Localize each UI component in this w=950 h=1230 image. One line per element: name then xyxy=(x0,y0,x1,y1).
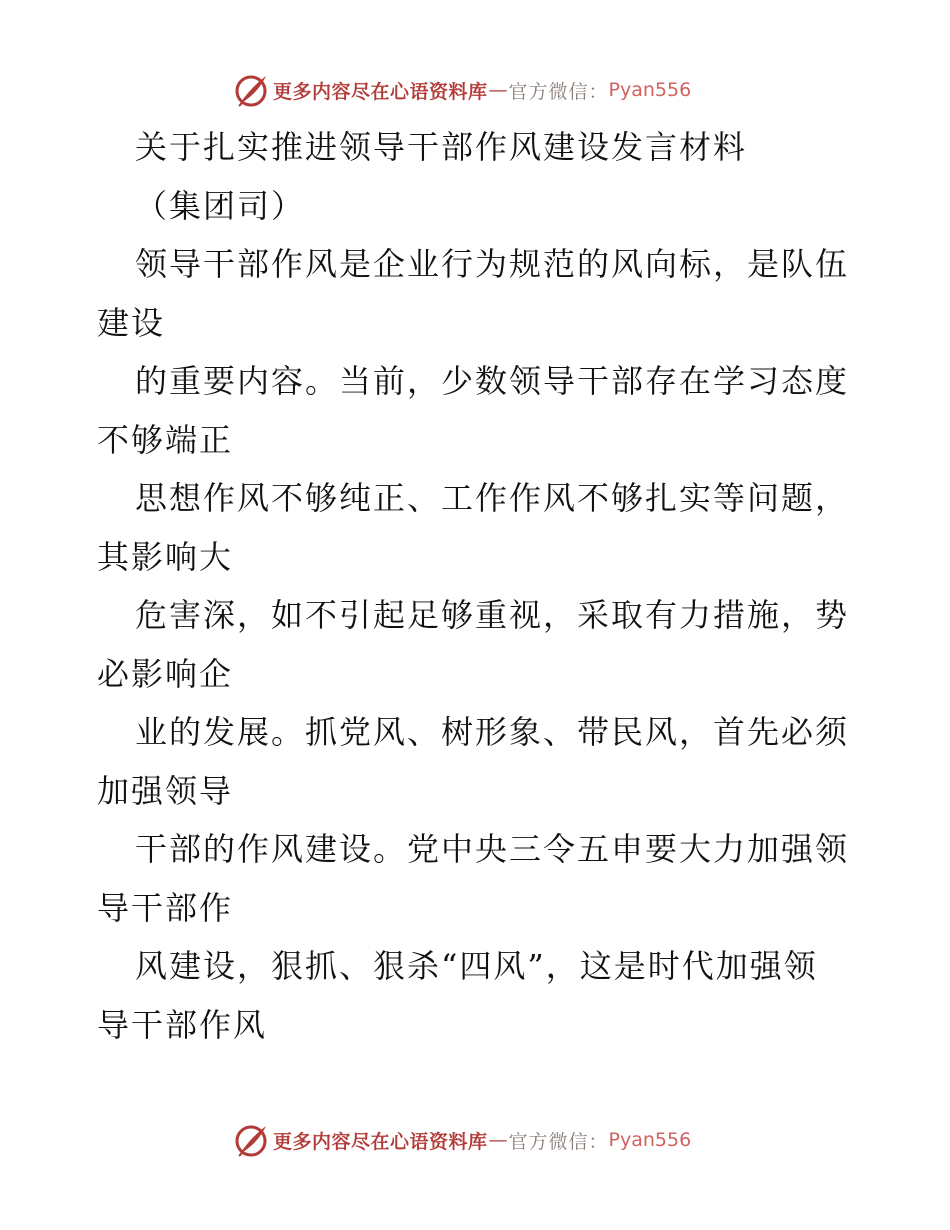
watermark-separator: — xyxy=(488,79,508,101)
watermark-site-text: 更多内容尽在心语资料库 xyxy=(273,1130,488,1153)
watermark-wechat-label: 官方微信： xyxy=(508,1130,609,1153)
paragraph-line: 建设 xyxy=(97,303,166,342)
document-title: 关于扎实推进领导干部作风建设发言材料 xyxy=(135,128,748,166)
watermark-wechat-id: Pyan556 xyxy=(608,1129,692,1151)
watermark-wechat-label: 官方微信： xyxy=(508,80,609,103)
paragraph-line: 的重要内容。当前，少数领导干部存在学习态度 xyxy=(135,362,850,400)
paragraph-line: 风建设，狠抓、狠杀“四风”，这是时代加强领 xyxy=(135,947,818,985)
footer-watermark xyxy=(233,1122,691,1158)
watermark-separator: — xyxy=(488,1129,508,1151)
paragraph-line: 导干部作风 xyxy=(97,1005,268,1044)
header-watermark xyxy=(233,72,691,108)
document-subtitle: （集团司） xyxy=(135,186,306,225)
paragraph-line: 危害深，如不引起足够重视，采取有力措施，势 xyxy=(135,596,850,634)
paragraph-line: 其影响大 xyxy=(97,537,234,576)
watermark-site-text: 更多内容尽在心语资料库 xyxy=(273,80,488,103)
paragraph-line: 不够端正 xyxy=(97,420,234,459)
paragraph-line: 业的发展。抓党风、树形象、带民风，首先必须 xyxy=(135,713,850,751)
paragraph-line: 思想作风不够纯正、工作作风不够扎实等问题， xyxy=(135,479,850,517)
document-body xyxy=(97,118,857,1054)
paragraph-line: 必影响企 xyxy=(97,654,234,693)
watermark-wechat-id: Pyan556 xyxy=(608,79,692,101)
paragraph-line: 干部的作风建设。党中央三令五申要大力加强领 xyxy=(135,830,850,868)
feather-quill-logo-icon xyxy=(233,72,269,108)
paragraph-line: 领导干部作风是企业行为规范的风向标，是队伍 xyxy=(135,245,850,283)
feather-quill-logo-icon xyxy=(233,1122,269,1158)
paragraph-line: 加强领导 xyxy=(97,771,234,810)
paragraph-line: 导干部作 xyxy=(97,888,234,927)
